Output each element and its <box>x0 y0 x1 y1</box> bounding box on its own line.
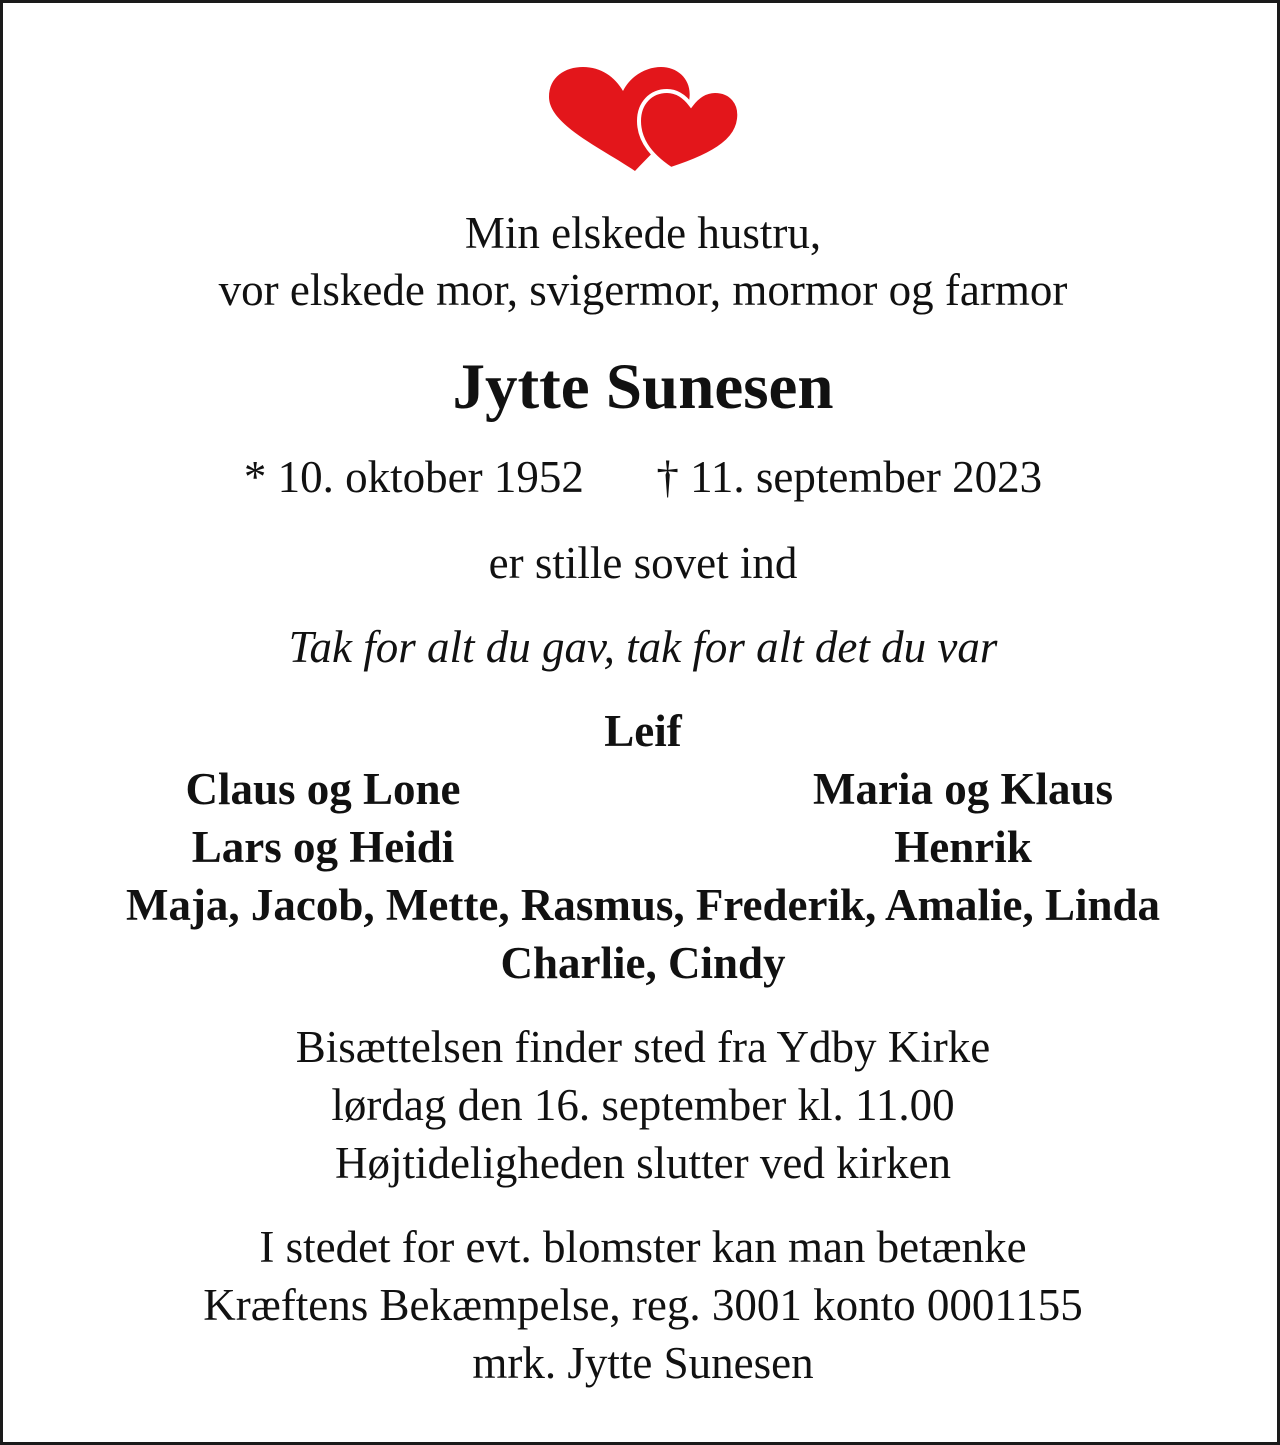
grandchildren-line-1: Maja, Jacob, Mette, Rasmus, Frederik, Amalie, Linda <box>125 880 1161 930</box>
service-line-3: Højtideligheden slutter ved kirken <box>334 1138 952 1188</box>
donation-line-1: I stedet for evt. blomster kan man betænke <box>259 1222 1027 1272</box>
service-line-1: Bisættelsen finder sted fra Ydby Kirke <box>295 1022 991 1072</box>
donation-line-3: mrk. Jytte Sunesen <box>472 1338 814 1388</box>
family-member-right-2: Henrik <box>894 822 1032 872</box>
death-symbol: † <box>656 452 679 502</box>
family-member-right-1: Maria og Klaus <box>813 764 1113 814</box>
deceased-name: Jytte Sunesen <box>452 351 834 423</box>
birth-symbol: * <box>243 452 267 502</box>
family-member-left-1: Claus og Lone <box>185 764 461 814</box>
intro-line-2: vor elskede mor, svigermor, mormor og farmor <box>218 265 1068 315</box>
service-line-2: lørdag den 16. september kl. 11.00 <box>331 1080 955 1130</box>
grandchildren-line-2: Charlie, Cindy <box>500 938 786 988</box>
two-hearts-icon <box>543 63 743 173</box>
intro-line-1: Min elskede hustru, <box>464 208 822 258</box>
life-dates <box>3 452 1280 502</box>
donation-line-2: Kræftens Bekæmpelse, reg. 3001 konto 0001155 <box>203 1280 1083 1330</box>
family-spouse: Leif <box>604 706 682 756</box>
birth-date: 10. oktober 1952 <box>277 452 584 502</box>
death-date: 11. september 2023 <box>690 452 1043 502</box>
verse-text: Tak for alt du gav, tak for alt det du var <box>288 622 998 672</box>
passed-text: er stille sovet ind <box>488 538 798 588</box>
family-member-left-2: Lars og Heidi <box>191 822 455 872</box>
